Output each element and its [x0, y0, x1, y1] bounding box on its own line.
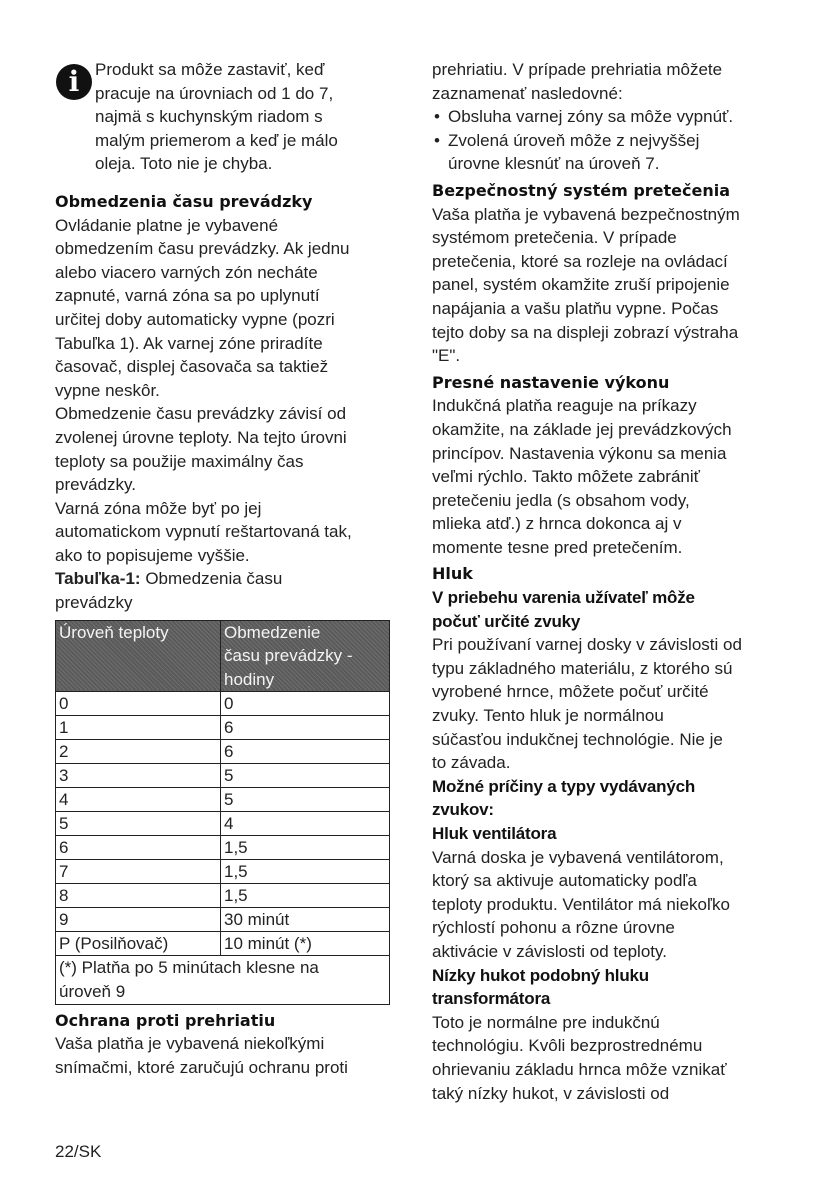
table-row — [56, 908, 390, 932]
table-footnote-row — [56, 956, 390, 1004]
section-heading: Presné nastavenie výkonu — [432, 372, 670, 392]
temperature-level-cell: 5 — [56, 812, 221, 836]
time-limit-cell: 5 — [221, 788, 390, 812]
paragraph: Vaša platňa je vybavená niekoľkými snímačmi, ktoré zaručujú ochranu proti — [55, 1034, 348, 1077]
temperature-level-cell: 6 — [56, 836, 221, 860]
table-row — [56, 812, 390, 836]
paragraph: Ovládanie platne je vybavené obmedzením času prevádzky. Ak jednu alebo viacero varných zón necháte zapnuté, varná zóna sa po uplynutí určitej doby automaticky vypne (pozri Tabuľka 1). Ak varnej zóne priradíte časovač, displej časovača sa taktiež vypne neskôr. — [55, 215, 350, 400]
time-limit-cell: 6 — [221, 740, 390, 764]
table-row — [56, 692, 390, 716]
paragraph: Indukčná platňa reaguje na príkazy okamžite, na základe jej prevádzkových princípov. Nastavenia výkonu sa menia veľmi rýchlo. Takto môžete zabrániť pretečeniu jedla (s obsahom vody, mlieka atď.) z hrnca dokonca aj v momente tesne pred pretečením. — [432, 396, 732, 557]
subheading: V priebehu varenia užívateľ môže počuť určité zvuky — [432, 588, 695, 631]
temperature-level-cell: 1 — [56, 716, 221, 740]
temperature-level-cell: 3 — [56, 764, 221, 788]
table-row — [56, 932, 390, 956]
table-caption — [55, 567, 395, 614]
table-row — [56, 764, 390, 788]
time-limit-cell: 10 minút (*) — [221, 932, 390, 956]
left-column — [55, 58, 395, 1079]
list-item: • Obsluha varnej zóny sa môže vypnúť. — [432, 105, 792, 129]
paragraph: prehriatiu. V prípade prehriatia môžete zaznamenať nasledovné: — [432, 60, 723, 103]
info-icon: i — [56, 64, 92, 100]
time-limit-cell: 4 — [221, 812, 390, 836]
temperature-level-cell: 9 — [56, 908, 221, 932]
temperature-level-cell: P (Posilňovač) — [56, 932, 221, 956]
table-row — [56, 740, 390, 764]
temperature-level-cell: 8 — [56, 884, 221, 908]
time-limit-cell: 1,5 — [221, 836, 390, 860]
time-limit-cell: 1,5 — [221, 884, 390, 908]
right-column — [432, 58, 792, 1105]
table-row — [56, 860, 390, 884]
subheading: Hluk ventilátora — [432, 824, 557, 843]
time-limit-cell: 5 — [221, 764, 390, 788]
operation-time-table — [55, 620, 390, 1005]
table-caption-text: Obmedzenia času prevádzky — [55, 569, 283, 613]
temperature-level-cell: 0 — [56, 692, 221, 716]
paragraph: Varná doska je vybavená ventilátorom, ktorý sa aktivuje automaticky podľa teploty produktu. Ventilátor má niekoľko rýchlostí pohonu a rôzne úrovne aktivácie v závislosti od teploty. — [432, 847, 730, 961]
table-header-row — [56, 620, 390, 692]
temperature-level-cell: 4 — [56, 788, 221, 812]
section-heading: Ochrana proti prehriatiu — [55, 1010, 276, 1030]
paragraph: Obmedzenie času prevádzky závisí od zvolenej úrovne teploty. Na tejto úrovni teploty sa použije maximálny čas prevádzky. — [55, 404, 347, 495]
section-heading: Obmedzenia času prevádzky — [55, 191, 313, 211]
paragraph: Varná zóna môže byť po jej automatickom vypnutí reštartovaná tak, ako to popisujeme vyššie. — [55, 498, 352, 565]
table-caption-label: Tabuľka-1: — [55, 569, 141, 589]
column-header: Úroveň teploty — [56, 620, 221, 692]
page-number: 22/SK — [55, 1142, 102, 1161]
paragraph: Pri používaní varnej dosky v závislosti od typu základného materiálu, z ktorého sú vyrobené hrnce, môžete počuť určité zvuky. Tento hluk je normálnou súčasťou indukčnej technológie. Nie je to závada. — [432, 635, 742, 773]
table-row — [56, 716, 390, 740]
time-limit-cell: 30 minút — [221, 908, 390, 932]
table-row — [56, 836, 390, 860]
table-footnote: (*) Platňa po 5 minútach klesne na úroveň 9 — [56, 956, 390, 1004]
info-note — [55, 58, 395, 176]
time-limit-cell: 6 — [221, 716, 390, 740]
time-limit-cell: 0 — [221, 692, 390, 716]
subheading: Možné príčiny a typy vydávaných zvukov: — [432, 776, 696, 820]
bullet-list — [432, 105, 792, 176]
time-limit-cell: 1,5 — [221, 860, 390, 884]
section-heading: Bezpečnostný systém pretečenia — [432, 180, 731, 200]
table-row — [56, 884, 390, 908]
temperature-level-cell: 2 — [56, 740, 221, 764]
subheading: Nízky hukot podobný hluku transformátora — [432, 965, 649, 1009]
list-item: • Zvolená úroveň môže z nejvyššej úrovne klesnúť na úroveň 7. — [432, 129, 792, 176]
info-note-text: Produkt sa môže zastaviť, keď pracuje na úrovniach od 1 do 7, najmä s kuchynským riadom s malým priemerom a keď je málo oleja. Toto nie je chyba. — [95, 60, 338, 174]
table-row — [56, 788, 390, 812]
paragraph: Vaša platňa je vybavená bezpečnostným systémom pretečenia. V prípade pretečenia, ktoré sa rozleje na ovládací panel, systém okamžite zruší pripojenie napájania a vašu platňu vypne. Počas tejto doby sa na displeji zobrazí výstraha "E". — [432, 204, 740, 366]
temperature-level-cell: 7 — [56, 860, 221, 884]
column-header: Obmedzenie času prevádzky - hodiny — [221, 620, 390, 692]
section-heading: Hluk — [432, 564, 473, 584]
paragraph: Toto je normálne pre indukčnú technológiu. Kvôli bezprostrednému ohrievaniu základu hrnca môže vznikať taký nízky hukot, v závislosti od — [432, 1012, 727, 1103]
